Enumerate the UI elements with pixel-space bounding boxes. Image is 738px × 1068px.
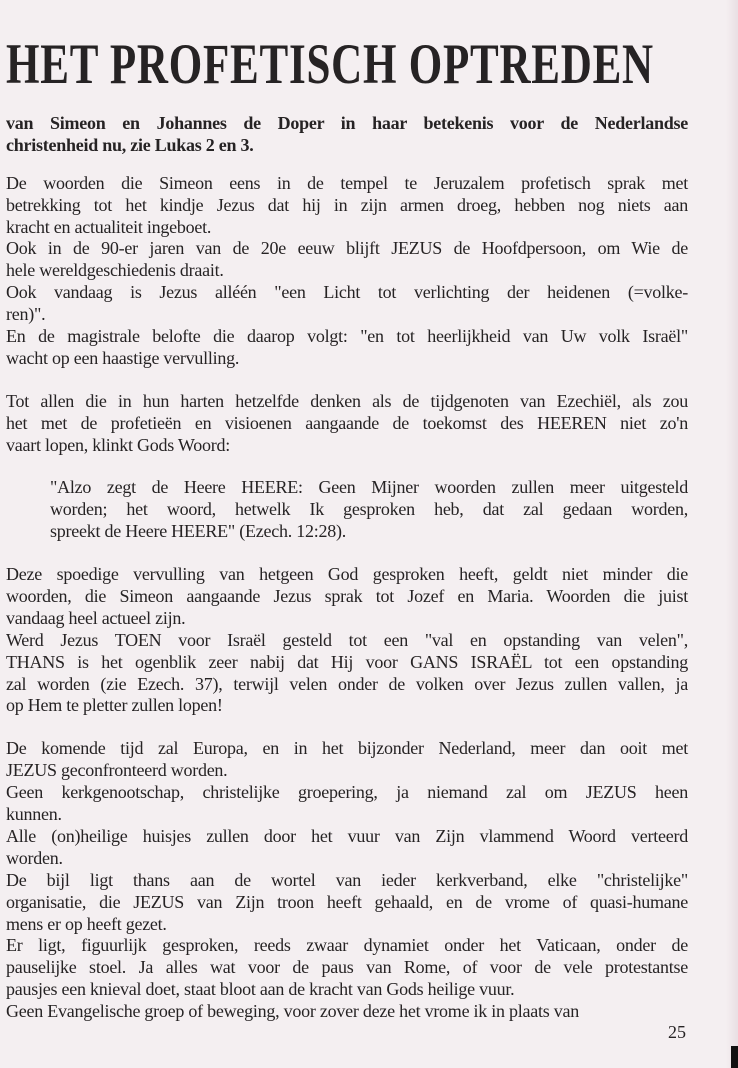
text-line: THANS is het ogenblik zeer nabij dat Hij voor GANS ISRAËL tot een opstanding	[6, 651, 688, 672]
text-line: De woorden die Simeon eens in de tempel te Jeruzalem profetisch sprak met	[6, 172, 688, 193]
page-edge-shadow	[726, 0, 738, 1068]
scan-edge-mark	[731, 1046, 738, 1068]
text-line: mens er op heeft gezet.	[6, 913, 167, 934]
page-title: HET PROFETISCH OPTREDEN	[6, 33, 654, 96]
text-line: op Hem te pletter zullen lopen!	[6, 695, 223, 716]
text-line: vaart lopen, klinkt Gods Woord:	[6, 434, 230, 455]
text-line: "Alzo zegt de Heere HEERE: Geen Mijner woorden zullen meer uitgesteld	[50, 477, 688, 498]
paragraph	[6, 564, 688, 717]
text-line: christenheid nu, zie Lukas 2 en 3.	[6, 134, 254, 155]
text-line: woorden, die Simeon aangaande Jezus sprak tot Jozef en Maria. Woorden die juist	[6, 586, 688, 607]
text-line: Werd Jezus TOEN voor Israël gesteld tot een "val en opstanding van velen",	[6, 629, 688, 650]
text-line: Ook vandaag is Jezus alléén "een Licht tot verlichting der heidenen (=volke-	[6, 282, 688, 303]
text-line: pausjes een knieval doet, staat bloot aan de kracht van Gods heilige vuur.	[6, 979, 515, 1000]
paragraph	[6, 173, 688, 370]
text-line: vandaag heel actueel zijn.	[6, 607, 186, 628]
article-body	[6, 113, 688, 1044]
text-line: hele wereldgeschiedenis draait.	[6, 260, 224, 281]
text-line: Geen Evangelische groep of beweging, voor zover deze het vrome ik in plaats van	[6, 1001, 580, 1022]
text-line: Deze spoedige vervulling van hetgeen God gesproken heeft, geldt niet minder die	[6, 564, 688, 585]
text-line: zal worden (zie Ezech. 37), terwijl velen onder de volken over Jezus zullen vallen, ja	[6, 673, 688, 694]
text-line: pauselijke stoel. Ja alles wat voor de paus van Rome, of voor de vele protestantse	[6, 957, 688, 978]
page-number: 25	[668, 1022, 686, 1042]
text-line: En de magistrale belofte die daarop volgt: "en tot heerlijkheid van Uw volk Israël"	[6, 326, 688, 347]
text-line: het met de profetieën en visioenen aangaande de toekomst des HEEREN niet zo'n	[6, 412, 688, 433]
text-line: Ook in de 90-er jaren van de 20e eeuw blijft JEZUS de Hoofdpersoon, om Wie de	[6, 238, 688, 259]
text-line: spreekt de Heere HEERE" (Ezech. 12:28).	[50, 521, 346, 542]
text-line: JEZUS geconfronteerd worden.	[6, 760, 228, 781]
paragraph	[6, 738, 688, 1023]
subtitle	[6, 113, 688, 157]
text-line: kracht en actualiteit ingeboet.	[6, 216, 212, 237]
paragraph	[6, 391, 688, 457]
text-line: Alle (on)heilige huisjes zullen door het vuur van Zijn vlammend Woord verteerd	[6, 825, 688, 846]
text-line: kunnen.	[6, 804, 62, 825]
scripture-quote	[6, 477, 688, 543]
text-line: wacht op een haastige vervulling.	[6, 347, 240, 368]
text-line: betrekking tot het kindje Jezus dat hij in zijn armen droeg, hebben nog niets aan	[6, 194, 688, 215]
text-line: van Simeon en Johannes de Doper in haar betekenis voor de Nederlandse	[6, 113, 688, 133]
text-line: ren)".	[6, 304, 46, 325]
text-line: Tot allen die in hun harten hetzelfde denken als de tijdgenoten van Ezechiël, als zou	[6, 390, 688, 411]
text-line: De komende tijd zal Europa, en in het bijzonder Nederland, meer dan ooit met	[6, 738, 688, 759]
text-line: Geen kerkgenootschap, christelijke groepering, ja niemand zal om JEZUS heen	[6, 782, 688, 803]
text-line: worden.	[6, 847, 63, 868]
text-line: De bijl ligt thans aan de wortel van ieder kerkverband, elke "christelijke"	[6, 869, 688, 890]
text-line: Er ligt, figuurlijk gesproken, reeds zwaar dynamiet onder het Vaticaan, onder de	[6, 935, 688, 956]
text-line: worden; het woord, hetwelk Ik gesproken heb, dat zal gedaan worden,	[50, 499, 688, 520]
text-line: organisatie, die JEZUS van Zijn troon heeft gehaald, en de vrome of quasi-humane	[6, 891, 688, 912]
